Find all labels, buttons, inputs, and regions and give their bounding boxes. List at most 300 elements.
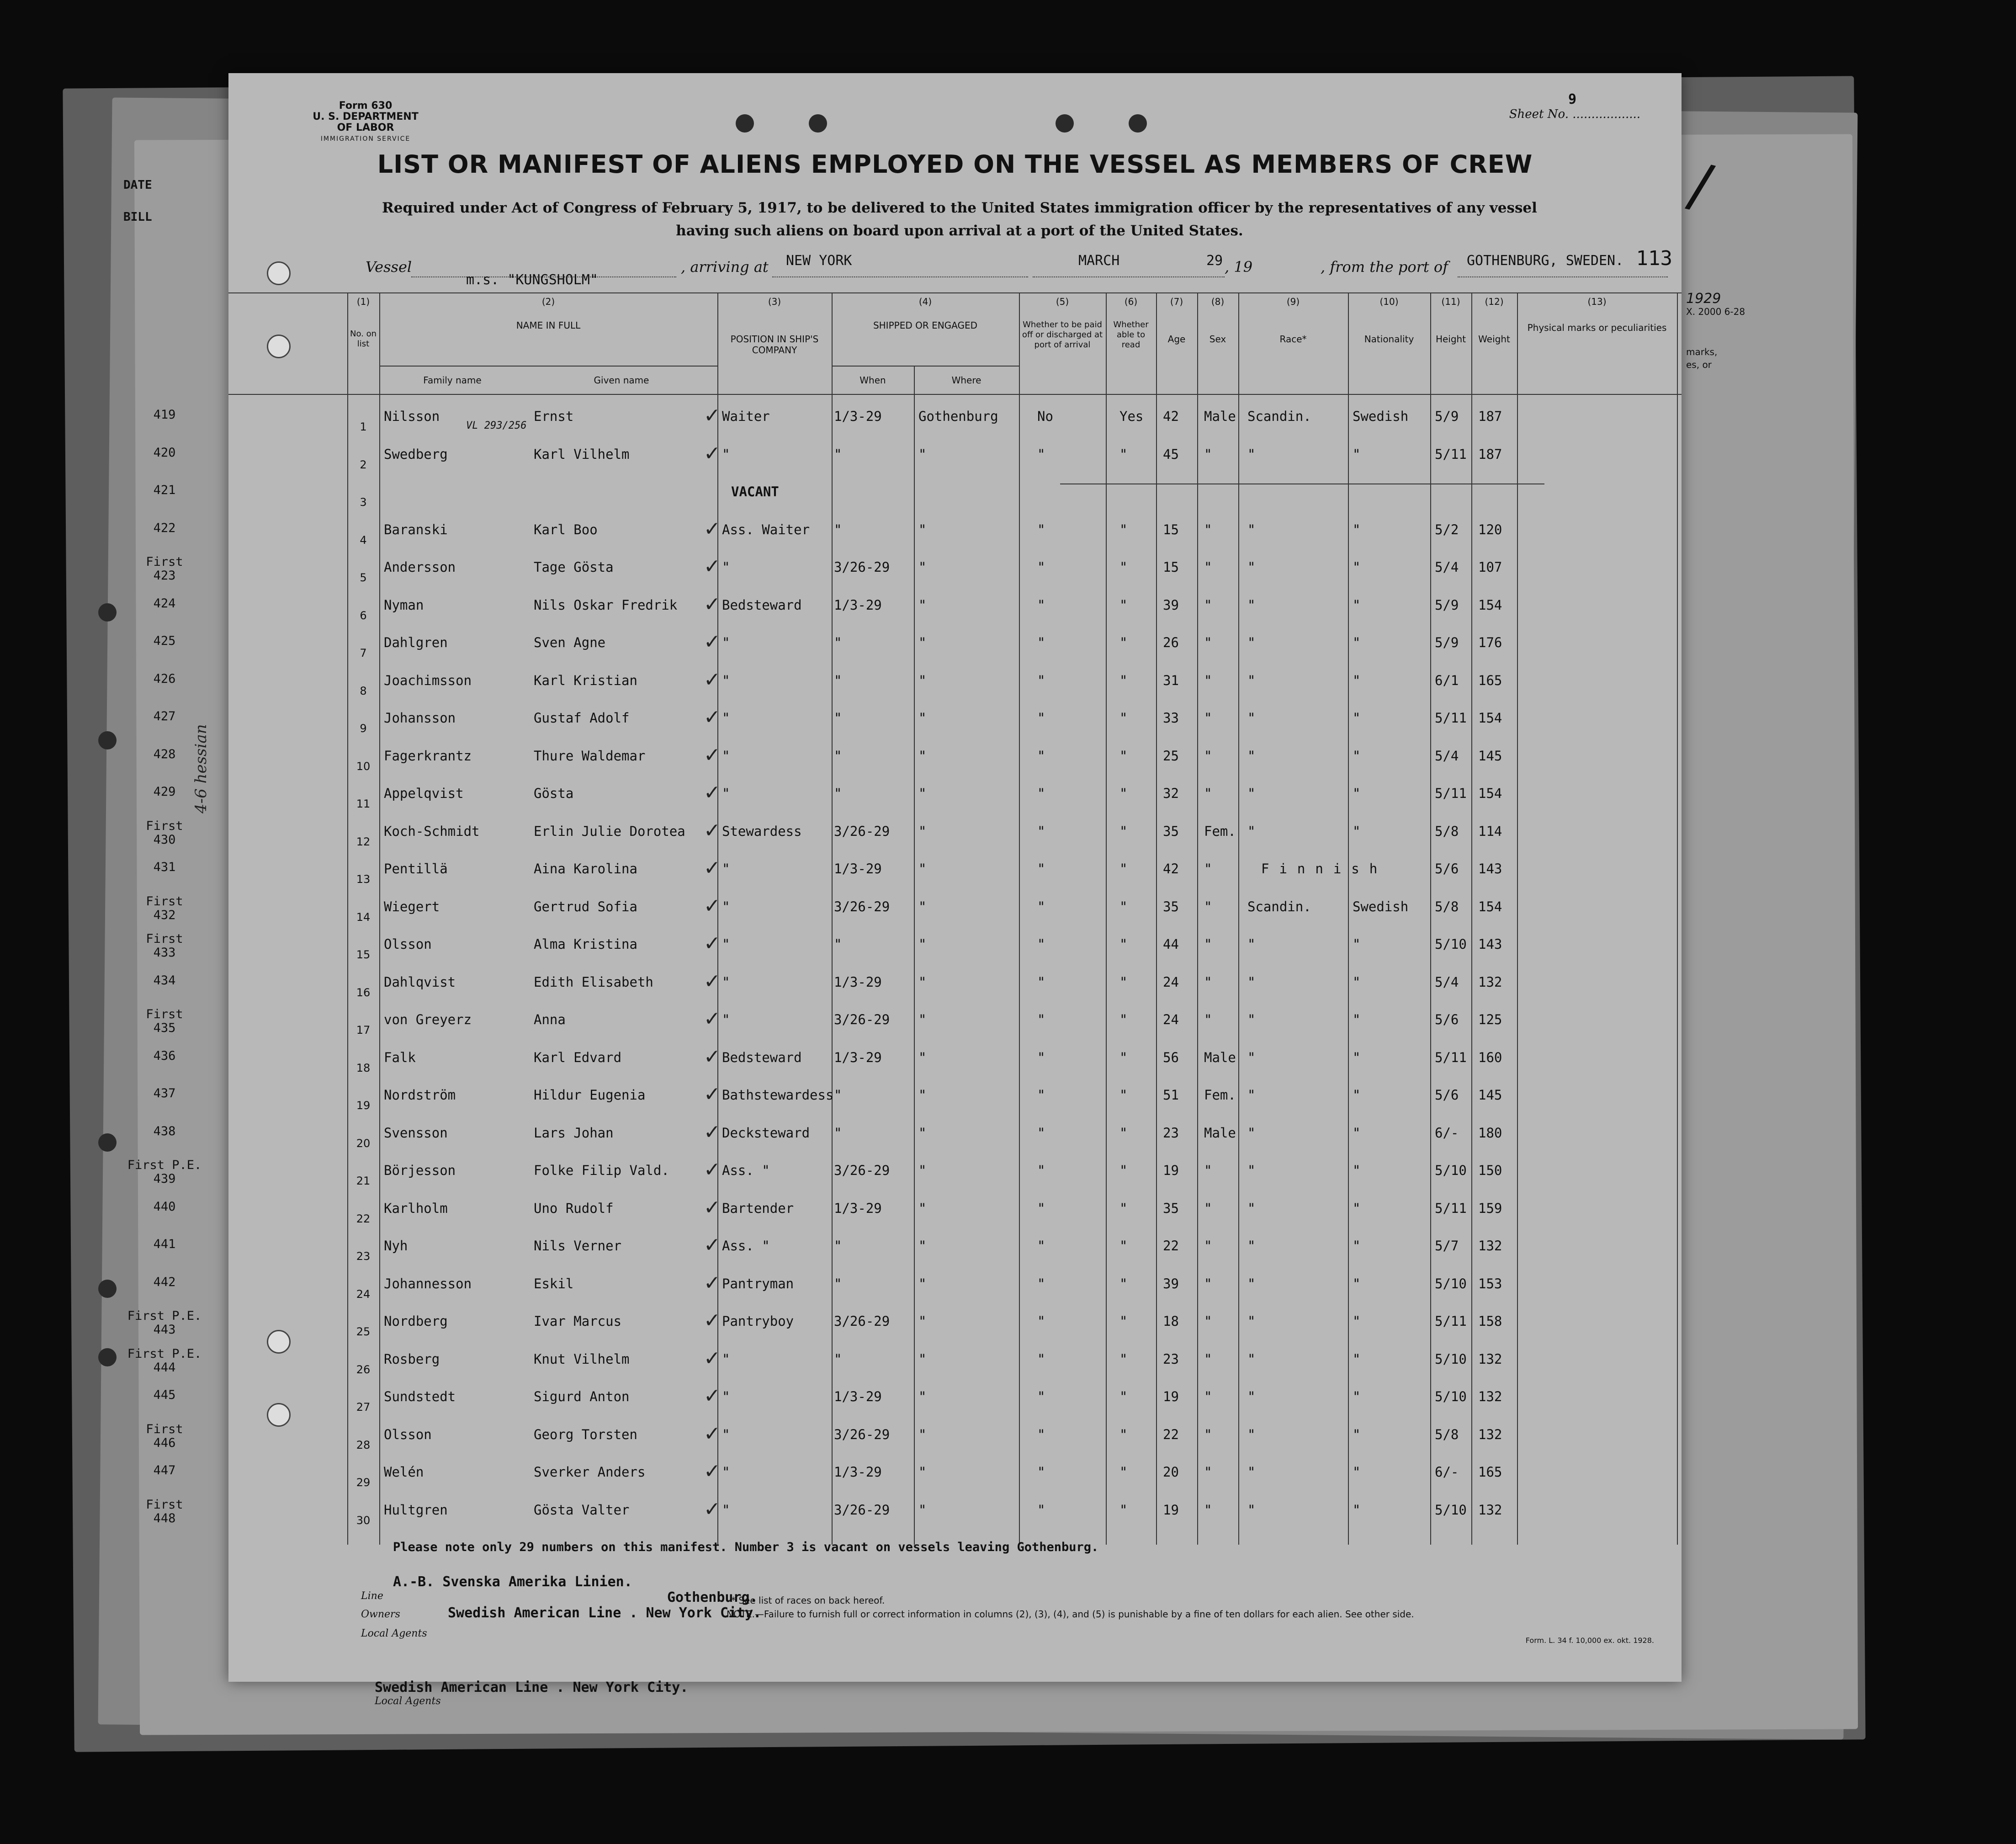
cell-when: 3/26-29 bbox=[834, 1012, 890, 1027]
cell-weight: 143 bbox=[1478, 936, 1502, 952]
cell-read: " bbox=[1119, 748, 1128, 764]
cell-when: " bbox=[834, 1238, 842, 1254]
cell-when: " bbox=[834, 1087, 842, 1103]
table-row bbox=[146, 893, 1682, 930]
manifest-line-number: 445 bbox=[153, 1388, 176, 1402]
cell-height: 5/4 bbox=[1435, 748, 1459, 764]
col2-given-header: Given name bbox=[594, 375, 649, 386]
cell-age: 25 bbox=[1163, 748, 1179, 764]
checkmark-icon: ✓ bbox=[704, 1083, 721, 1106]
table-row bbox=[153, 779, 1682, 817]
cell-family: Baranski bbox=[384, 521, 448, 537]
cell-nat: " bbox=[1353, 1275, 1361, 1291]
cell-when: 1/3-29 bbox=[834, 597, 882, 613]
checkmark-icon: ✓ bbox=[704, 743, 721, 767]
checkmark-icon: ✓ bbox=[704, 1120, 721, 1144]
list-number: 15 bbox=[356, 948, 371, 961]
manifest-line-number: 436 bbox=[153, 1048, 176, 1063]
cell-paid: " bbox=[1037, 1238, 1045, 1254]
cell-sex: " bbox=[1204, 1012, 1212, 1027]
cell-race: " bbox=[1247, 672, 1256, 688]
cell-sex: Male bbox=[1204, 1049, 1236, 1065]
cell-age: 23 bbox=[1163, 1351, 1179, 1367]
list-number: 30 bbox=[356, 1514, 371, 1527]
list-number: 9 bbox=[360, 722, 367, 735]
underlying-bill-label: BILL bbox=[123, 210, 152, 224]
cell-sex: Male bbox=[1204, 409, 1236, 424]
cell-nat: " bbox=[1353, 1238, 1361, 1254]
cell-given: Eskil bbox=[534, 1275, 574, 1291]
cell-given: Karl Vilhelm bbox=[534, 446, 630, 462]
cell-when: " bbox=[834, 786, 842, 801]
cell-nat: " bbox=[1353, 1200, 1361, 1216]
date-field bbox=[1033, 253, 1225, 277]
checkmark-icon: ✓ bbox=[704, 932, 721, 955]
cell-race: " bbox=[1247, 1313, 1256, 1329]
table-row bbox=[153, 968, 1682, 1006]
underlying-right-text bbox=[1686, 292, 1745, 371]
col4-number: (4) bbox=[918, 296, 932, 307]
checkmark-icon: ✓ bbox=[704, 894, 721, 918]
cell-where: " bbox=[918, 974, 927, 990]
checkmark-icon: ✓ bbox=[704, 668, 721, 691]
table-row bbox=[127, 1345, 1682, 1383]
cell-when: 3/26-29 bbox=[834, 823, 890, 839]
cell-where: " bbox=[918, 936, 927, 952]
cell-race: " bbox=[1247, 1087, 1256, 1103]
cell-read: " bbox=[1119, 635, 1128, 650]
checkmark-icon: ✓ bbox=[704, 781, 721, 804]
checkmark-icon: ✓ bbox=[704, 1422, 721, 1445]
cell-pos: " bbox=[722, 1389, 730, 1404]
cell-height: 6/1 bbox=[1435, 672, 1459, 688]
cell-where: " bbox=[918, 1049, 927, 1065]
cell-paid: " bbox=[1037, 786, 1045, 801]
cell-age: 42 bbox=[1163, 861, 1179, 877]
left-handwritten-note: 4-6 hessian bbox=[192, 724, 210, 813]
table-row bbox=[153, 1270, 1682, 1307]
table-row bbox=[153, 515, 1682, 553]
cell-sex: " bbox=[1204, 710, 1212, 726]
cell-given: Nils Verner bbox=[534, 1238, 622, 1254]
col11-number: (11) bbox=[1441, 296, 1460, 307]
checkmark-icon: ✓ bbox=[704, 517, 721, 541]
cell-race: " bbox=[1247, 1012, 1256, 1027]
cell-given: Ernst bbox=[534, 409, 574, 424]
col9-number: (9) bbox=[1286, 296, 1300, 307]
cell-nat: " bbox=[1353, 786, 1361, 801]
list-number: 20 bbox=[356, 1137, 371, 1150]
cell-when: 3/26-29 bbox=[834, 559, 890, 575]
punch-hole bbox=[98, 603, 117, 622]
manifest-line-number: 430 bbox=[153, 832, 176, 847]
vessel-value: m.s. "KUNGSHOLM" bbox=[466, 272, 598, 288]
cell-height: 5/9 bbox=[1435, 597, 1459, 613]
cell-given: Tage Gösta bbox=[534, 559, 614, 575]
table-row bbox=[146, 553, 1682, 591]
cell-pos: " bbox=[722, 748, 730, 764]
cell-when: " bbox=[834, 672, 842, 688]
list-number: 14 bbox=[356, 910, 371, 924]
cell-age: 24 bbox=[1163, 974, 1179, 990]
checkmark-icon: ✓ bbox=[704, 404, 721, 427]
list-number: 21 bbox=[356, 1174, 371, 1187]
manifest-line-number: 448 bbox=[153, 1511, 176, 1525]
cell-race: " bbox=[1247, 559, 1256, 575]
manifest-line-number: 437 bbox=[153, 1086, 176, 1100]
shipped-subheader-rule bbox=[832, 366, 1019, 367]
cell-weight: 180 bbox=[1478, 1125, 1502, 1141]
cell-when: 1/3-29 bbox=[834, 1200, 882, 1216]
cell-weight: 132 bbox=[1478, 1426, 1502, 1442]
cell-paid: " bbox=[1037, 974, 1045, 990]
cell-read: " bbox=[1119, 1464, 1128, 1480]
cell-weight: 145 bbox=[1478, 748, 1502, 764]
cell-pos: " bbox=[722, 786, 730, 801]
cell-given: Gösta bbox=[534, 786, 574, 801]
cell-paid: " bbox=[1037, 1426, 1045, 1442]
cell-given: Uno Rudolf bbox=[534, 1200, 614, 1216]
sheet-number-dots: .................. bbox=[1572, 107, 1640, 121]
cell-given: Nils Oskar Fredrik bbox=[534, 597, 678, 613]
cell-race: " bbox=[1247, 1200, 1256, 1216]
form-header bbox=[306, 101, 425, 144]
form-print-info: Form. L. 34 f. 10,000 ex. okt. 1928. bbox=[1525, 1636, 1654, 1645]
cell-age: 15 bbox=[1163, 521, 1179, 537]
col8-header: Sex bbox=[1209, 334, 1226, 345]
manifest-line-number: 432 bbox=[153, 908, 176, 922]
checkmark-icon: ✓ bbox=[704, 1158, 721, 1181]
cell-paid: " bbox=[1037, 710, 1045, 726]
cell-pos: " bbox=[722, 974, 730, 990]
cell-nat: " bbox=[1353, 823, 1361, 839]
cell-sex: " bbox=[1204, 672, 1212, 688]
cell-weight: 165 bbox=[1478, 672, 1502, 688]
table-row bbox=[153, 478, 1682, 515]
cell-given: Gustaf Adolf bbox=[534, 710, 630, 726]
cell-paid: " bbox=[1037, 861, 1045, 877]
cell-read: " bbox=[1119, 1049, 1128, 1065]
cell-race: " bbox=[1247, 823, 1256, 839]
cell-age: 39 bbox=[1163, 597, 1179, 613]
cell-sex: " bbox=[1204, 1464, 1212, 1480]
table-row bbox=[153, 1043, 1682, 1081]
cell-race: " bbox=[1247, 446, 1256, 462]
cell-when: 3/26-29 bbox=[834, 1313, 890, 1329]
cell-given: Thure Waldemar bbox=[534, 748, 646, 764]
cell-where: " bbox=[918, 635, 927, 650]
cell-given: Folke Filip Vald. bbox=[534, 1163, 669, 1178]
cell-given: Karl Kristian bbox=[534, 672, 637, 688]
cell-sex: " bbox=[1204, 1238, 1212, 1254]
cell-read: " bbox=[1119, 710, 1128, 726]
cell-paid: " bbox=[1037, 1464, 1045, 1480]
cell-read: " bbox=[1119, 1351, 1128, 1367]
cell-nat: " bbox=[1353, 1389, 1361, 1404]
checkmark-icon: ✓ bbox=[704, 441, 721, 465]
cell-weight: 120 bbox=[1478, 521, 1502, 537]
cell-where: " bbox=[918, 898, 927, 914]
cell-weight: 165 bbox=[1478, 1464, 1502, 1480]
cell-family: Joachimsson bbox=[384, 672, 472, 688]
owners-value: Swedish American Line . New York City. bbox=[448, 1605, 762, 1621]
cell-pos: VACANT bbox=[731, 484, 779, 500]
form-number: Form 630 bbox=[339, 100, 393, 112]
checkmark-icon: ✓ bbox=[704, 1233, 721, 1257]
manifest-line-number: 433 bbox=[153, 946, 176, 960]
col13-header: Physical marks or peculiarities bbox=[1527, 322, 1667, 333]
checkmark-icon: ✓ bbox=[704, 1271, 721, 1295]
cell-height: 5/6 bbox=[1435, 861, 1459, 877]
manifest-line-number: 441 bbox=[153, 1237, 176, 1251]
cell-paid: " bbox=[1037, 1087, 1045, 1103]
cell-when: 1/3-29 bbox=[834, 1464, 882, 1480]
cell-race: " bbox=[1247, 1049, 1256, 1065]
footer bbox=[361, 1574, 1640, 1668]
list-number: 3 bbox=[360, 496, 367, 509]
cell-paid: " bbox=[1037, 1313, 1045, 1329]
local-agents-label: Local Agents bbox=[361, 1628, 427, 1639]
punch-hole bbox=[98, 1133, 117, 1152]
cell-height: 5/11 bbox=[1435, 1313, 1467, 1329]
underlying-agents-label: Local Agents bbox=[375, 1695, 441, 1707]
cell-sex: " bbox=[1204, 898, 1212, 914]
cell-nat: " bbox=[1353, 748, 1361, 764]
cell-pos: Pantryman bbox=[722, 1275, 794, 1291]
manifest-line-number: 429 bbox=[153, 785, 176, 799]
cell-when: 1/3-29 bbox=[834, 974, 882, 990]
cell-weight: 132 bbox=[1478, 1502, 1502, 1518]
cell-family: Appelqvist bbox=[384, 786, 464, 801]
list-number: 23 bbox=[356, 1250, 371, 1263]
cell-race: " bbox=[1247, 974, 1256, 990]
cell-where: " bbox=[918, 597, 927, 613]
cell-pos: Bedsteward bbox=[722, 1049, 802, 1065]
cell-family: Johannesson bbox=[384, 1275, 472, 1291]
checkmark-icon: ✓ bbox=[704, 1460, 721, 1483]
cell-where: " bbox=[918, 1238, 927, 1254]
cell-where: " bbox=[918, 1275, 927, 1291]
cell-paid: " bbox=[1037, 823, 1045, 839]
manifest-line-number: 431 bbox=[153, 860, 176, 874]
cell-height: 5/11 bbox=[1435, 710, 1467, 726]
cell-race: " bbox=[1247, 786, 1256, 801]
cell-paid: " bbox=[1037, 446, 1045, 462]
cell-paid: " bbox=[1037, 1389, 1045, 1404]
cell-race: " bbox=[1247, 1502, 1256, 1518]
checkmark-icon: ✓ bbox=[704, 1497, 721, 1521]
cell-family: Hultgren bbox=[384, 1502, 448, 1518]
underlying-sheet-text bbox=[123, 169, 152, 233]
cell-sex: " bbox=[1204, 635, 1212, 650]
class-marker: First bbox=[146, 932, 183, 946]
cell-pos: Ass. " bbox=[722, 1163, 770, 1178]
col4-where-header: Where bbox=[951, 375, 981, 386]
cell-height: 5/10 bbox=[1435, 1502, 1467, 1518]
list-number: 24 bbox=[356, 1287, 371, 1301]
cell-paid: " bbox=[1037, 898, 1045, 914]
cell-where: " bbox=[918, 1087, 927, 1103]
table-row bbox=[153, 1458, 1682, 1496]
manifest-line-number: 424 bbox=[153, 596, 176, 611]
cell-given: Gertrud Sofia bbox=[534, 898, 637, 914]
underlying-year: 1929 bbox=[1686, 291, 1721, 307]
cell-when: " bbox=[834, 521, 842, 537]
cell-family: von Greyerz bbox=[384, 1012, 472, 1027]
cell-family: Sundstedt bbox=[384, 1389, 456, 1404]
cell-when: 3/26-29 bbox=[834, 1426, 890, 1442]
from-port-label: , from the port of bbox=[1321, 258, 1448, 276]
cell-family: Nordström bbox=[384, 1087, 456, 1103]
list-number: 7 bbox=[360, 647, 367, 659]
manifest-line-number: 447 bbox=[153, 1463, 176, 1477]
cell-nat: " bbox=[1353, 710, 1361, 726]
cell-weight: 132 bbox=[1478, 1351, 1502, 1367]
checkmark-icon: ✓ bbox=[704, 630, 721, 654]
cell-read: " bbox=[1119, 936, 1128, 952]
cell-weight: 145 bbox=[1478, 1087, 1502, 1103]
cell-read: " bbox=[1119, 1389, 1128, 1404]
cell-height: 5/11 bbox=[1435, 786, 1467, 801]
cell-race: " bbox=[1247, 748, 1256, 764]
port-value: GOTHENBURG, SWEDEN. bbox=[1467, 253, 1624, 269]
cell-pos: Waiter bbox=[722, 409, 770, 424]
manifest-note: Please note only 29 numbers on this manifest. Number 3 is vacant on vessels leaving Gothenburg. bbox=[393, 1540, 1099, 1554]
cell-race: " bbox=[1247, 1163, 1256, 1178]
col9-header: Race* bbox=[1279, 334, 1307, 345]
cell-when: " bbox=[834, 710, 842, 726]
cell-read: " bbox=[1119, 446, 1128, 462]
cell-height: 5/9 bbox=[1435, 409, 1459, 424]
year-label: , 19 bbox=[1225, 258, 1253, 276]
cell-where: " bbox=[918, 1426, 927, 1442]
cell-where: " bbox=[918, 672, 927, 688]
cell-weight: 176 bbox=[1478, 635, 1502, 650]
cell-when: " bbox=[834, 1125, 842, 1141]
checkmark-icon: ✓ bbox=[704, 818, 721, 842]
cell-paid: " bbox=[1037, 1275, 1045, 1291]
manifest-line-number: 423 bbox=[153, 569, 176, 583]
cell-given: Edith Elisabeth bbox=[534, 974, 653, 990]
cell-nat: " bbox=[1353, 559, 1361, 575]
checkmark-icon: ✓ bbox=[704, 1346, 721, 1370]
punch-hole bbox=[98, 1348, 117, 1366]
cell-family: Nordberg bbox=[384, 1313, 448, 1329]
cell-read: " bbox=[1119, 1125, 1128, 1141]
cell-race: " bbox=[1247, 1426, 1256, 1442]
cell-read: " bbox=[1119, 1012, 1128, 1027]
cell-age: 26 bbox=[1163, 635, 1179, 650]
cell-age: 19 bbox=[1163, 1389, 1179, 1404]
list-number: 5 bbox=[360, 571, 367, 584]
col2-header: NAME IN FULL bbox=[516, 320, 581, 331]
cell-given: Sven Agne bbox=[534, 635, 606, 650]
cell-age: 44 bbox=[1163, 936, 1179, 952]
cell-family: Swedberg bbox=[384, 446, 448, 462]
line-city: Gothenburg. bbox=[667, 1589, 758, 1605]
cell-weight: 158 bbox=[1478, 1313, 1502, 1329]
cell-sex: " bbox=[1204, 974, 1212, 990]
cell-nat: " bbox=[1353, 1464, 1361, 1480]
cell-sex: " bbox=[1204, 1163, 1212, 1178]
cell-family: Rosberg bbox=[384, 1351, 440, 1367]
line-label: Line bbox=[361, 1590, 383, 1602]
cell-sex: " bbox=[1204, 446, 1212, 462]
cell-weight: 150 bbox=[1478, 1163, 1502, 1178]
checkmark-icon: ✓ bbox=[704, 706, 721, 729]
col6-header: Whether able to read bbox=[1113, 320, 1149, 350]
cell-height: 5/6 bbox=[1435, 1087, 1459, 1103]
cell-where: " bbox=[918, 1313, 927, 1329]
col3-header: POSITION IN SHIP'S COMPANY bbox=[730, 334, 819, 356]
cell-nat: " bbox=[1353, 672, 1361, 688]
col5-header: Whether to be paid off or discharged at port of arrival bbox=[1022, 320, 1103, 350]
cell-paid: " bbox=[1037, 1049, 1045, 1065]
cell-sex: " bbox=[1204, 861, 1212, 877]
cell-paid: " bbox=[1037, 597, 1045, 613]
cell-paid: " bbox=[1037, 672, 1045, 688]
cell-height: 5/4 bbox=[1435, 559, 1459, 575]
punch-hole bbox=[1056, 114, 1074, 133]
cell-age: 31 bbox=[1163, 672, 1179, 688]
col12-header: Weight bbox=[1478, 334, 1510, 345]
ring-hole bbox=[267, 261, 291, 285]
cell-weight: 132 bbox=[1478, 1389, 1502, 1404]
table-row bbox=[153, 591, 1682, 629]
punch-hole bbox=[736, 114, 754, 133]
cell-pos: " bbox=[722, 1464, 730, 1480]
cell-paid: " bbox=[1037, 1012, 1045, 1027]
list-number: 17 bbox=[356, 1024, 371, 1036]
cell-family: Pentillä bbox=[384, 861, 448, 877]
checkmark-icon: ✓ bbox=[704, 1196, 721, 1219]
cell-sex: " bbox=[1204, 1200, 1212, 1216]
cell-nat: " bbox=[1353, 1125, 1361, 1141]
table-row bbox=[146, 1420, 1682, 1458]
table-row bbox=[153, 1081, 1682, 1119]
list-number: 11 bbox=[356, 797, 371, 810]
cell-pos: Pantryboy bbox=[722, 1313, 794, 1329]
cell-weight: 187 bbox=[1478, 446, 1502, 462]
cell-read: Yes bbox=[1119, 409, 1144, 424]
col1-number: (1) bbox=[356, 296, 370, 307]
manifest-line-number: 422 bbox=[153, 521, 176, 535]
cell-height: 5/9 bbox=[1435, 635, 1459, 650]
underlying-form-number: X. 2000 6-28 bbox=[1686, 306, 1745, 317]
cell-paid: " bbox=[1037, 559, 1045, 575]
cell-where: " bbox=[918, 861, 927, 877]
list-number: 26 bbox=[356, 1363, 371, 1376]
sheet-number-value: 9 bbox=[1568, 91, 1576, 107]
cell-height: 5/10 bbox=[1435, 1351, 1467, 1367]
cell-height: 5/7 bbox=[1435, 1238, 1459, 1254]
department-name: U. S. DEPARTMENT OF LABOR bbox=[313, 111, 419, 133]
cell-family: Nyman bbox=[384, 597, 424, 613]
cell-nat: " bbox=[1353, 446, 1361, 462]
cell-age: 22 bbox=[1163, 1426, 1179, 1442]
underlying-agents-value: Swedish American Line . New York City. bbox=[375, 1679, 689, 1695]
cell-given: Sverker Anders bbox=[534, 1464, 646, 1480]
col4-when-header: When bbox=[859, 375, 886, 386]
page-title: LIST OR MANIFEST OF ALIENS EMPLOYED ON THE VESSEL AS MEMBERS OF CREW bbox=[377, 150, 1533, 179]
col5-number: (5) bbox=[1056, 296, 1069, 307]
cell-height: 5/8 bbox=[1435, 823, 1459, 839]
class-marker: First bbox=[146, 555, 183, 569]
cell-age: 39 bbox=[1163, 1275, 1179, 1291]
cell-where: " bbox=[918, 1012, 927, 1027]
cell-when: " bbox=[834, 1275, 842, 1291]
cell-pos: " bbox=[722, 1426, 730, 1442]
